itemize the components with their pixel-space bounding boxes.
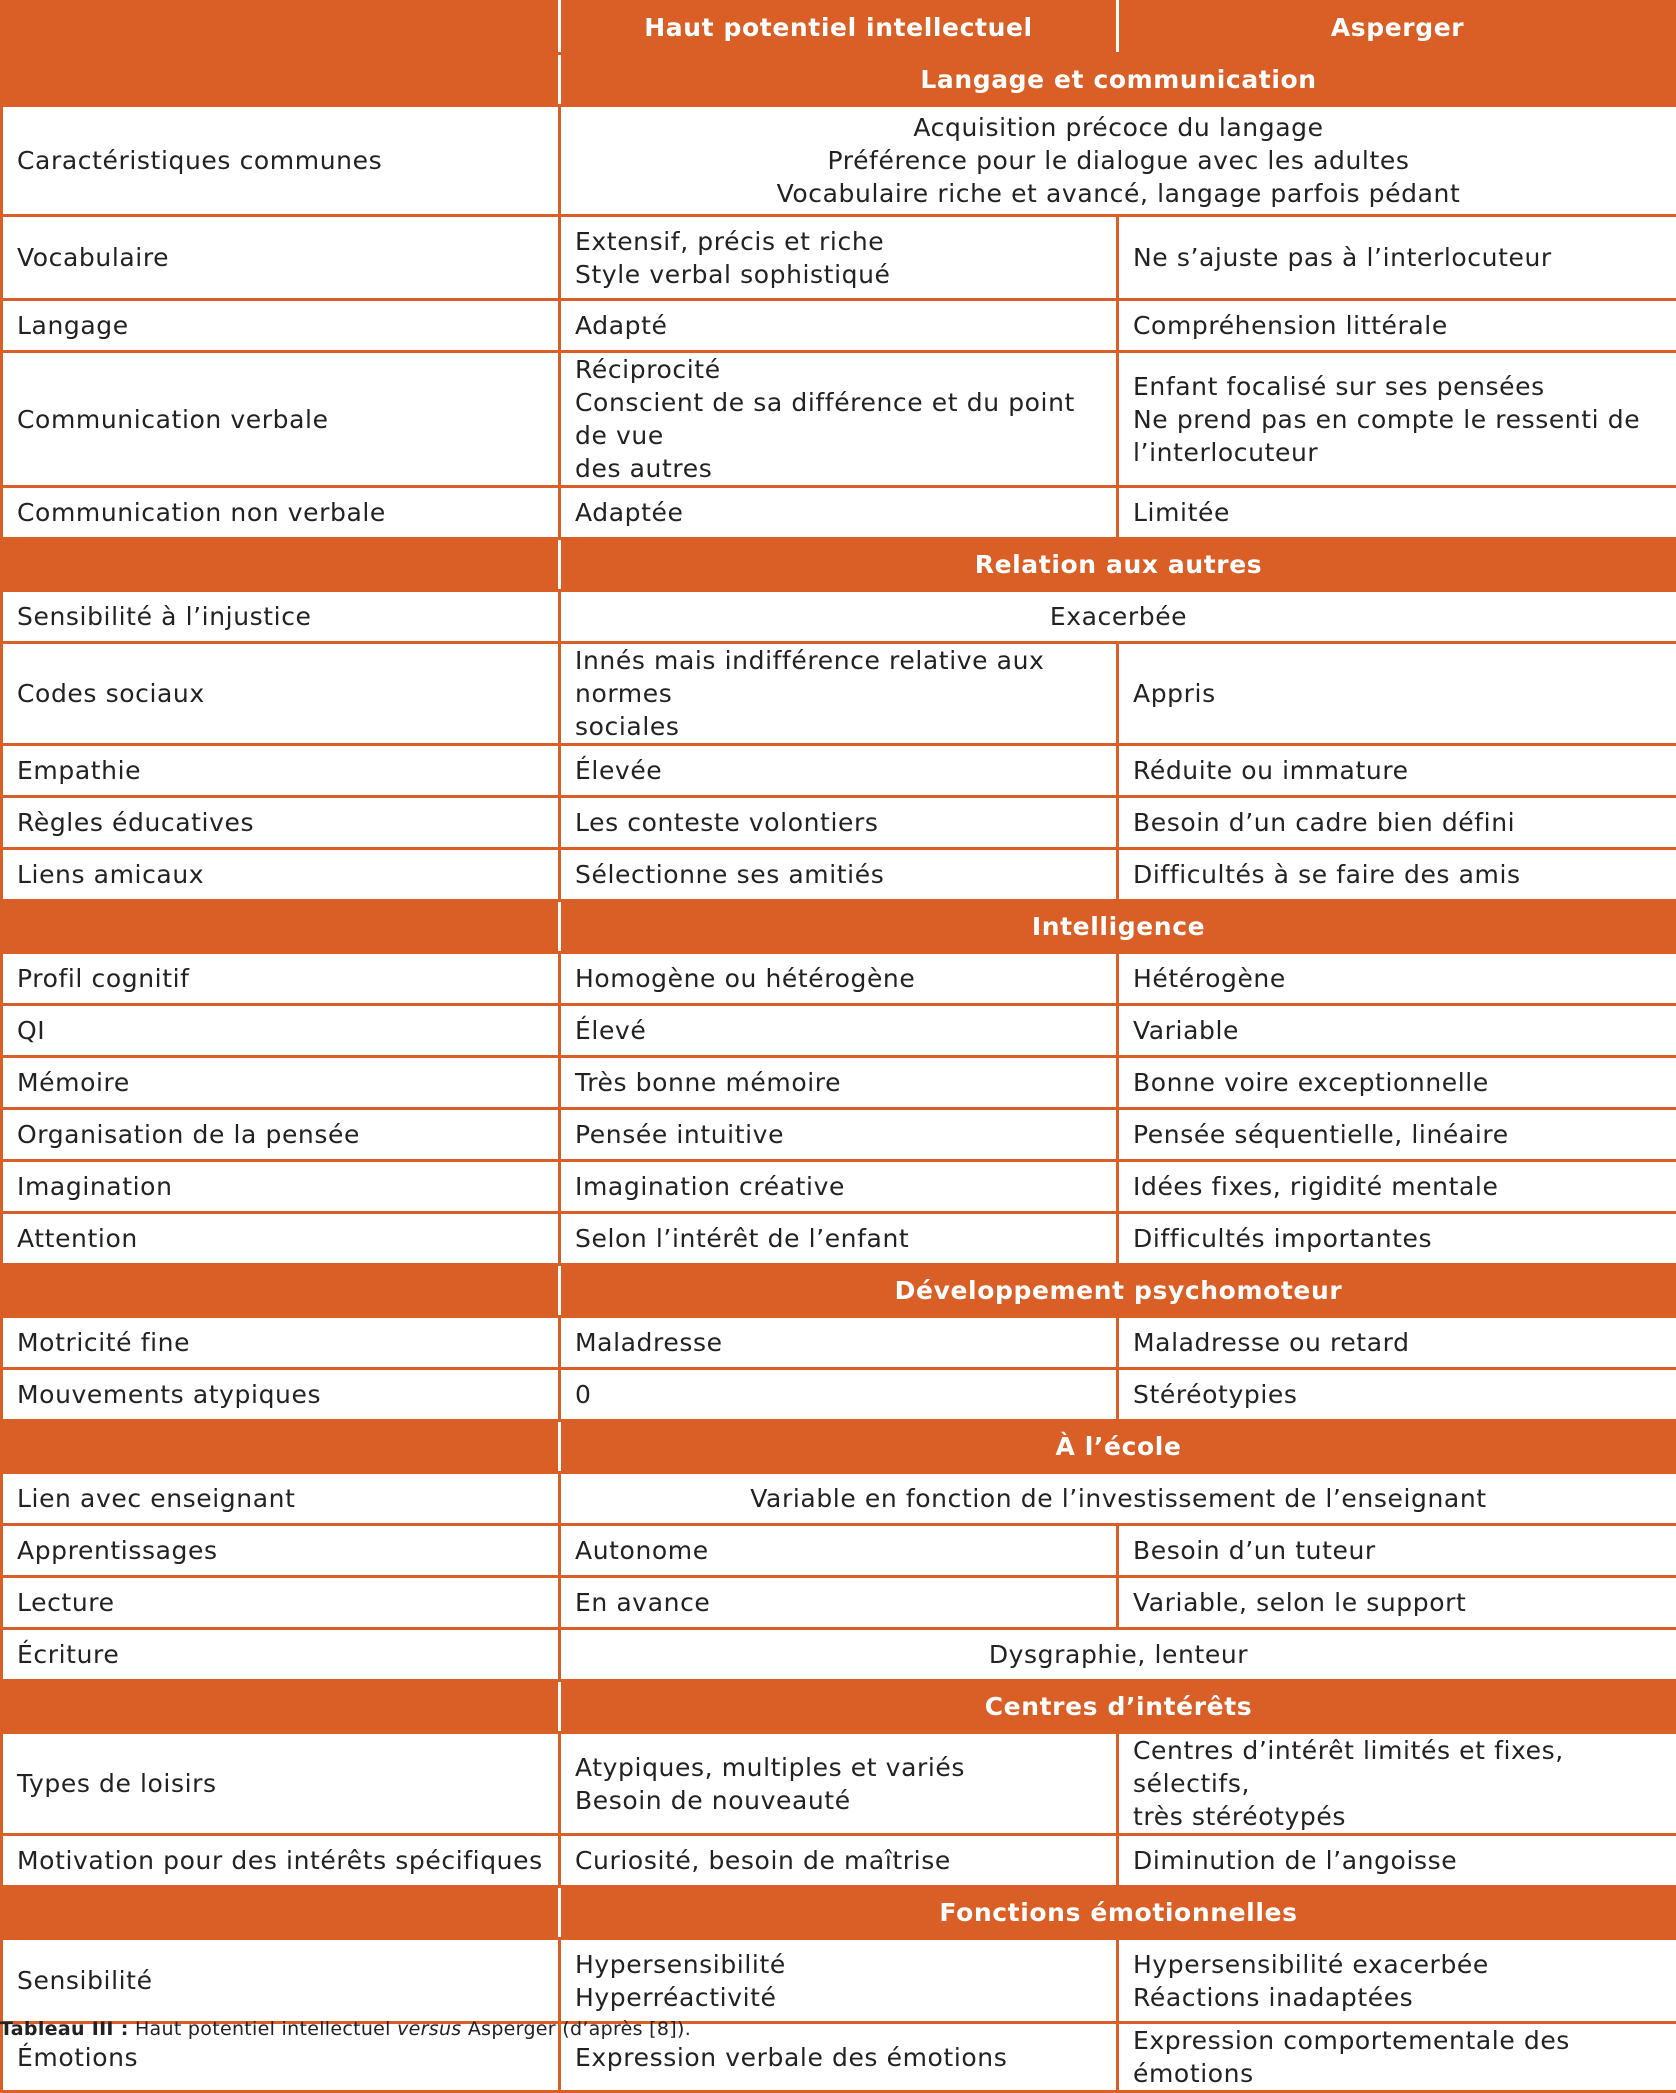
cell-line: Appris	[1133, 677, 1662, 710]
shared-value-cell	[560, 591, 1676, 643]
hpi-cell	[560, 1317, 1118, 1369]
hpi-cell	[560, 216, 1118, 300]
section-header-row	[2, 1887, 1676, 1939]
cell-line: En avance	[575, 1586, 1102, 1619]
row-label: Caractéristiques communes	[2, 106, 560, 216]
row-label: Organisation de la pensée	[2, 1109, 560, 1161]
section-header-spacer	[2, 1421, 560, 1473]
table-row	[2, 1577, 1676, 1629]
asperger-cell	[1118, 1525, 1676, 1577]
table-row	[2, 797, 1676, 849]
row-label: Mémoire	[2, 1057, 560, 1109]
cell-line: Vocabulaire riche et avancé, langage parfois pédant	[575, 177, 1662, 210]
hpi-cell	[560, 953, 1118, 1005]
cell-line: 0	[575, 1378, 1102, 1411]
asperger-cell	[1118, 745, 1676, 797]
section-header-spacer	[2, 901, 560, 953]
cell-line: des autres	[575, 452, 1102, 485]
cell-line: Réactions inadaptées	[1133, 1981, 1662, 2014]
row-label: Attention	[2, 1213, 560, 1265]
cell-line: Exacerbée	[575, 600, 1662, 633]
table-row	[2, 1317, 1676, 1369]
cell-line: Acquisition précoce du langage	[575, 111, 1662, 144]
asperger-cell	[1118, 953, 1676, 1005]
cell-line: très stéréotypés	[1133, 1800, 1662, 1833]
hpi-cell	[560, 352, 1118, 487]
table-row	[2, 300, 1676, 352]
table-row	[2, 106, 1676, 216]
header-row	[2, 2, 1676, 54]
asperger-cell	[1118, 1317, 1676, 1369]
asperger-cell	[1118, 352, 1676, 487]
row-label: Motivation pour des intérêts spécifiques	[2, 1835, 560, 1887]
table-row	[2, 953, 1676, 1005]
asperger-cell	[1118, 1733, 1676, 1835]
section-header-row	[2, 1265, 1676, 1317]
table-row	[2, 1213, 1676, 1265]
table-row	[2, 591, 1676, 643]
asperger-cell	[1118, 487, 1676, 539]
table-row	[2, 1525, 1676, 1577]
row-label: QI	[2, 1005, 560, 1057]
cell-line: Hypersensibilité exacerbée	[1133, 1948, 1662, 1981]
cell-line: Homogène ou hétérogène	[575, 962, 1102, 995]
cell-line: Pensée intuitive	[575, 1118, 1102, 1151]
cell-line: Maladresse	[575, 1326, 1102, 1359]
row-label: Types de loisirs	[2, 1733, 560, 1835]
hpi-cell	[560, 1109, 1118, 1161]
asperger-cell	[1118, 300, 1676, 352]
cell-line: Les conteste volontiers	[575, 806, 1102, 839]
row-label: Lien avec enseignant	[2, 1473, 560, 1525]
column-header-empty	[2, 2, 560, 54]
section-title: Intelligence	[560, 901, 1676, 953]
table-row	[2, 643, 1676, 745]
cell-line: Hypersensibilité	[575, 1948, 1102, 1981]
asperger-cell	[1118, 1835, 1676, 1887]
asperger-cell	[1118, 1577, 1676, 1629]
cell-line: Extensif, précis et riche	[575, 225, 1102, 258]
asperger-cell	[1118, 1161, 1676, 1213]
cell-line: Variable en fonction de l’investissement de l’enseignant	[575, 1482, 1662, 1515]
cell-line: Besoin d’un tuteur	[1133, 1534, 1662, 1567]
caption-italic: versus	[397, 2018, 461, 2040]
row-label: Sensibilité à l’injustice	[2, 591, 560, 643]
row-label: Vocabulaire	[2, 216, 560, 300]
hpi-cell	[560, 1577, 1118, 1629]
table-row	[2, 1835, 1676, 1887]
hpi-cell	[560, 1057, 1118, 1109]
row-label: Profil cognitif	[2, 953, 560, 1005]
hpi-cell	[560, 1005, 1118, 1057]
section-title: Langage et communication	[560, 54, 1676, 106]
table-row	[2, 352, 1676, 487]
asperger-cell	[1118, 1939, 1676, 2023]
cell-line: Réciprocité	[575, 353, 1102, 386]
hpi-cell	[560, 797, 1118, 849]
cell-line: Ne prend pas en compte le ressenti de	[1133, 403, 1662, 436]
asperger-cell	[1118, 1005, 1676, 1057]
row-label: Communication non verbale	[2, 487, 560, 539]
row-label: Imagination	[2, 1161, 560, 1213]
caption-label: Tableau III :	[0, 2018, 129, 2040]
row-label: Communication verbale	[2, 352, 560, 487]
cell-line: Hétérogène	[1133, 962, 1662, 995]
cell-line: Expression verbale des émotions	[575, 2041, 1102, 2074]
section-header-row	[2, 1421, 1676, 1473]
hpi-cell	[560, 1939, 1118, 2023]
asperger-cell	[1118, 849, 1676, 901]
hpi-cell	[560, 1369, 1118, 1421]
cell-line: sociales	[575, 710, 1102, 743]
table-row	[2, 849, 1676, 901]
cell-line: Adaptée	[575, 496, 1102, 529]
section-header-spacer	[2, 54, 560, 106]
asperger-cell	[1118, 643, 1676, 745]
hpi-cell	[560, 1835, 1118, 1887]
asperger-cell	[1118, 2023, 1676, 2092]
table-row	[2, 1629, 1676, 1681]
section-title: Fonctions émotionnelles	[560, 1887, 1676, 1939]
hpi-cell	[560, 643, 1118, 745]
row-label: Codes sociaux	[2, 643, 560, 745]
hpi-cell	[560, 745, 1118, 797]
cell-line: Très bonne mémoire	[575, 1066, 1102, 1099]
section-header-row	[2, 54, 1676, 106]
row-label: Apprentissages	[2, 1525, 560, 1577]
section-header-spacer	[2, 1681, 560, 1733]
cell-line: Enfant focalisé sur ses pensées	[1133, 370, 1662, 403]
cell-line: Sélectionne ses amitiés	[575, 858, 1102, 891]
caption-text-after: Asperger (d’après [8]).	[461, 2018, 691, 2040]
row-label: Motricité fine	[2, 1317, 560, 1369]
cell-line: Élevée	[575, 754, 1102, 787]
hpi-cell	[560, 300, 1118, 352]
cell-line: Limitée	[1133, 496, 1662, 529]
cell-line: Variable	[1133, 1014, 1662, 1047]
asperger-cell	[1118, 216, 1676, 300]
cell-line: Adapté	[575, 309, 1102, 342]
column-header-asperger: Asperger	[1118, 2, 1676, 54]
asperger-cell	[1118, 797, 1676, 849]
table-row	[2, 745, 1676, 797]
cell-line: Ne s’ajuste pas à l’interlocuteur	[1133, 241, 1662, 274]
row-label: Liens amicaux	[2, 849, 560, 901]
row-label: Émotions	[2, 2023, 560, 2092]
cell-line: Élevé	[575, 1014, 1102, 1047]
cell-line: Dysgraphie, lenteur	[575, 1638, 1662, 1671]
section-header-spacer	[2, 1887, 560, 1939]
cell-line: Selon l’intérêt de l’enfant	[575, 1222, 1102, 1255]
section-title: Centres d’intérêts	[560, 1681, 1676, 1733]
asperger-cell	[1118, 1057, 1676, 1109]
cell-line: Besoin de nouveauté	[575, 1784, 1102, 1817]
cell-line: Idées fixes, rigidité mentale	[1133, 1170, 1662, 1203]
shared-value-cell	[560, 1473, 1676, 1525]
cell-line: Diminution de l’angoisse	[1133, 1844, 1662, 1877]
section-header-spacer	[2, 1265, 560, 1317]
row-label: Empathie	[2, 745, 560, 797]
row-label: Lecture	[2, 1577, 560, 1629]
cell-line: Variable, selon le support	[1133, 1586, 1662, 1619]
hpi-cell	[560, 1525, 1118, 1577]
cell-line: Atypiques, multiples et variés	[575, 1751, 1102, 1784]
cell-line: Difficultés importantes	[1133, 1222, 1662, 1255]
section-title: Développement psychomoteur	[560, 1265, 1676, 1317]
table-caption	[0, 2018, 691, 2040]
row-label: Écriture	[2, 1629, 560, 1681]
cell-line: Curiosité, besoin de maîtrise	[575, 1844, 1102, 1877]
cell-line: Centres d’intérêt limités et fixes, sélectifs,	[1133, 1734, 1662, 1800]
cell-line: Difficultés à se faire des amis	[1133, 858, 1662, 891]
table-row	[2, 1939, 1676, 2023]
cell-line: Imagination créative	[575, 1170, 1102, 1203]
hpi-cell	[560, 1213, 1118, 1265]
section-header-row	[2, 901, 1676, 953]
cell-line: Bonne voire exceptionnelle	[1133, 1066, 1662, 1099]
shared-value-cell	[560, 106, 1676, 216]
table-row	[2, 1057, 1676, 1109]
section-header-row	[2, 1681, 1676, 1733]
cell-line: l’interlocuteur	[1133, 436, 1662, 469]
shared-value-cell	[560, 1629, 1676, 1681]
section-header-row	[2, 539, 1676, 591]
row-label: Langage	[2, 300, 560, 352]
hpi-cell	[560, 1733, 1118, 1835]
cell-line: Conscient de sa différence et du point de vue	[575, 386, 1102, 452]
column-header-hpi: Haut potentiel intellectuel	[560, 2, 1118, 54]
hpi-cell	[560, 1161, 1118, 1213]
asperger-cell	[1118, 1109, 1676, 1161]
cell-line: Style verbal sophistiqué	[575, 258, 1102, 291]
cell-line: Pensée séquentielle, linéaire	[1133, 1118, 1662, 1151]
cell-line: Expression comportementale des émotions	[1133, 2024, 1662, 2090]
section-title: À l’école	[560, 1421, 1676, 1473]
hpi-cell	[560, 849, 1118, 901]
table-row	[2, 1733, 1676, 1835]
row-label: Sensibilité	[2, 1939, 560, 2023]
asperger-cell	[1118, 1369, 1676, 1421]
table-row	[2, 216, 1676, 300]
cell-line: Autonome	[575, 1534, 1102, 1567]
table-row	[2, 1005, 1676, 1057]
cell-line: Stéréotypies	[1133, 1378, 1662, 1411]
asperger-cell	[1118, 1213, 1676, 1265]
section-header-spacer	[2, 539, 560, 591]
table-row	[2, 487, 1676, 539]
cell-line: Maladresse ou retard	[1133, 1326, 1662, 1359]
table-row	[2, 1161, 1676, 1213]
cell-line: Réduite ou immature	[1133, 754, 1662, 787]
row-label: Règles éducatives	[2, 797, 560, 849]
cell-line: Hyperréactivité	[575, 1981, 1102, 2014]
table-row	[2, 1109, 1676, 1161]
section-title: Relation aux autres	[560, 539, 1676, 591]
cell-line: Préférence pour le dialogue avec les adultes	[575, 144, 1662, 177]
caption-text-before: Haut potentiel intellectuel	[129, 2018, 397, 2040]
cell-line: Besoin d’un cadre bien défini	[1133, 806, 1662, 839]
cell-line: Compréhension littérale	[1133, 309, 1662, 342]
table-row	[2, 1473, 1676, 1525]
row-label: Mouvements atypiques	[2, 1369, 560, 1421]
cell-line: Innés mais indifférence relative aux normes	[575, 644, 1102, 710]
table-row	[2, 1369, 1676, 1421]
hpi-cell	[560, 487, 1118, 539]
